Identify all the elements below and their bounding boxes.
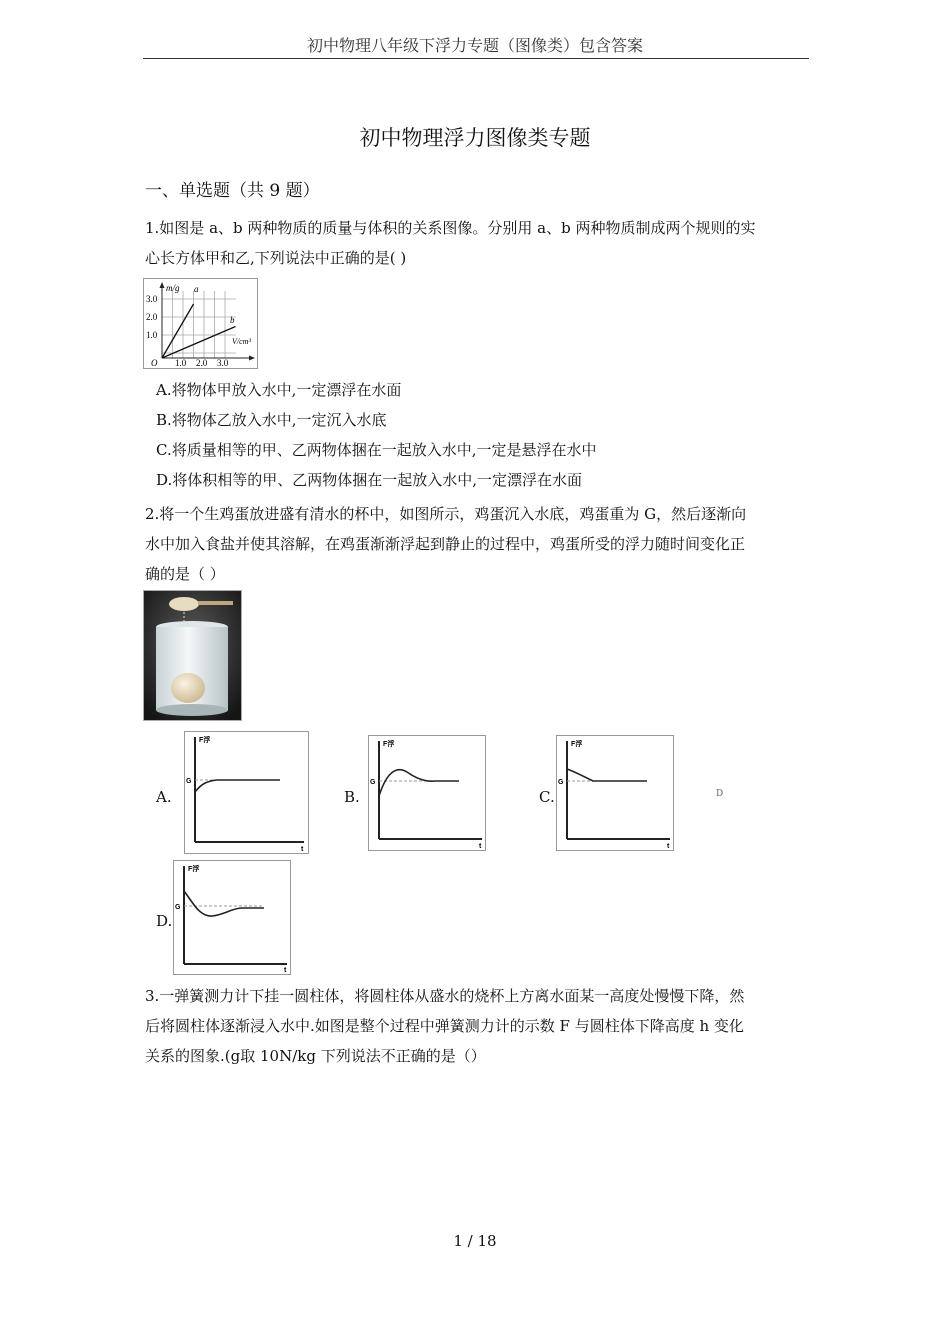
salt-spoon-icon [169,597,199,611]
g-label: G [370,779,376,786]
q1-chart-svg [144,279,257,368]
q2-stem-line-1: 2.将一个生鸡蛋放进盛有清水的杯中，如图所示，鸡蛋沉入水底，鸡蛋重为 G，然后逐渐向 [145,505,747,523]
q1-option-a: A.将物体甲放入水中,一定漂浮在水面 [156,381,402,399]
y-axis-label: F浮 [571,741,583,748]
section-heading: 一、单选题（共 9 题） [145,181,320,201]
q2-stem-line-2: 水中加入食盐并使其溶解，在鸡蛋渐渐浮起到静止的过程中，鸡蛋所受的浮力随时间变化正 [145,535,746,553]
q2-option-c-graph [556,735,674,851]
g-label: G [175,904,181,911]
g-label: G [186,778,192,785]
q1-origin-label: O [151,358,158,368]
buoyancy-curve [195,780,280,792]
page-title: 初中物理浮力图像类专题 [359,126,591,150]
q2-stem-line-3: 确的是（ ） [145,565,225,583]
q2-option-b-graph [368,735,486,851]
q1-x-tick-3: 3.0 [217,358,229,368]
g-label: G [558,779,564,786]
buoyancy-curve [379,770,459,796]
y-axis-label: F浮 [188,866,200,873]
q1-grid [162,291,236,358]
q1-y-tick-1: 1.0 [146,330,158,340]
q2-graph-b-svg [369,736,485,850]
q1-line-a-label: a [194,284,199,294]
q1-stem-line-1: 1.如图是 a、b 两种物质的质量与体积的关系图像。分别用 a、b 两种物质制成两个规则的实 [145,219,756,237]
q1-line-b-label: b [230,315,235,325]
running-header: 初中物理八年级下浮力专题（图像类）包含答案 [306,36,643,55]
q2-egg-photo [143,590,242,721]
q2-option-d-graph [173,860,291,975]
q2-option-a-label: A. [156,788,172,806]
q1-y-tick-3: 3.0 [146,294,158,304]
q1-option-b: B.将物体乙放入水中,一定沉入水底 [156,411,387,429]
q3-stem-line-2: 后将圆柱体逐渐浸入水中.如图是整个过程中弹簧测力计的示数 F 与圆柱体下降高度 h 变化 [145,1017,744,1035]
q3-stem-line-1: 3.一弹簧测力计下挂一圆柱体，将圆柱体从盛水的烧杯上方离水面某一高度处慢慢下降，然 [145,987,745,1005]
q1-y-axis-label: m/g [166,283,180,293]
q1-line-a [162,304,194,358]
x-axis-label: t [301,846,304,853]
q3-stem-line-3: 关系的图象.(g取 10N/kg 下列说法不正确的是（） [145,1047,486,1065]
q1-series-lines [162,304,236,358]
page-number: 1 / 18 [453,1232,497,1250]
y-axis-label: F浮 [199,737,211,744]
q1-option-c: C.将质量相等的甲、乙两物体捆在一起放入水中,一定是悬浮在水中 [156,441,597,459]
egg-icon [171,673,205,703]
x-axis-label: t [284,967,287,974]
q2-graph-d-svg [174,861,290,974]
q2-graph-c-svg [557,736,673,850]
buoyancy-curve [567,769,647,781]
q2-option-a-graph [184,731,309,854]
q1-mass-volume-chart [143,278,258,369]
buoyancy-curve [184,891,264,916]
stray-mark: D [716,789,724,799]
q1-x-tick-2: 2.0 [196,358,208,368]
q1-stem-line-2: 心长方体甲和乙,下列说法中正确的是( ) [145,249,407,267]
x-axis-label: t [667,843,670,850]
q1-y-tick-2: 2.0 [146,312,158,322]
egg-in-glass-illustration [144,591,241,720]
q2-option-d-label: D. [156,912,173,930]
q2-option-b-label: B. [344,788,360,806]
q1-x-arrow [249,356,255,361]
q1-y-arrow [160,282,165,288]
y-axis-label: F浮 [383,741,395,748]
header-rule [143,58,809,59]
q1-option-d: D.将体积相等的甲、乙两物体捆在一起放入水中,一定漂浮在水面 [156,471,583,489]
q2-option-c-label: C. [539,788,555,806]
q2-graph-a-svg [185,732,308,853]
q1-x-axis-label: V/cm³ [232,337,251,346]
q1-x-tick-1: 1.0 [175,358,187,368]
x-axis-label: t [479,843,482,850]
